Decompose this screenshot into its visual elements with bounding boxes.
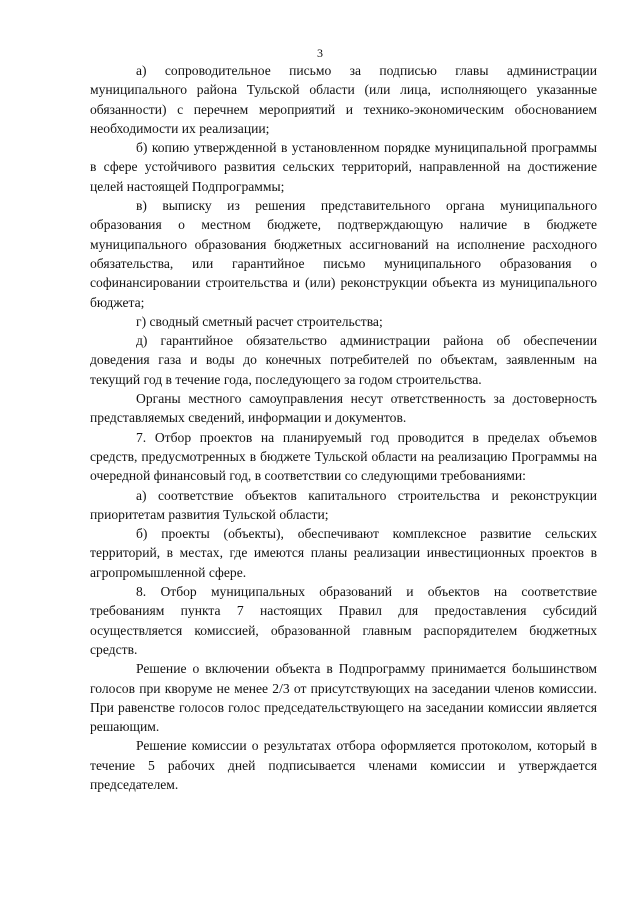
paragraph-item-a: а) сопроводительное письмо за подписью главы администрации муниципального района Тульской области (или лица, исполняющего указанные обязанности) с перечнем мероприятий и технико-экономическим обоснованием необходимости их реализации; (90, 63, 597, 136)
paragraph-section-7-b: б) проекты (объекты), обеспечивают комплексное развитие сельских территорий, в местах, где имеются планы реализации инвестиционных проектов в агропромышленной сфере. (90, 526, 597, 580)
paragraph-item-d: д) гарантийное обязательство администрации района об обеспечении доведения газа и воды до конечных потребителей по объектам, заявленным на текущий год в течение года, последующего за годом строительства. (90, 333, 597, 387)
paragraph-section-8: 8. Отбор муниципальных образований и объектов на соответствие требованиям пункта 7 настоящих Правил для предоставления субсидий осуществляется комиссией, образованной главным распорядителем бюджетных средств. (90, 584, 597, 657)
paragraph-section-7: 7. Отбор проектов на планируемый год проводится в пределах объемов средств, предусмотренных в бюджете Тульской области на реализацию Программы на очередной финансовый год, в соответствии со следующими требованиями: (90, 429, 597, 484)
paragraph-section-7-a: а) соответствие объектов капитального строительства и реконструкции приоритетам развития Тульской области; (90, 487, 597, 522)
paragraph-item-g: г) сводный сметный расчет строительства; (136, 313, 383, 329)
paragraph-responsibility: Органы местного самоуправления несут ответственность за достоверность представляемых сведений, информации и документов. (90, 391, 597, 426)
document-body (90, 61, 597, 794)
paragraph-decision-quorum: Решение о включении объекта в Подпрограмму принимается большинством голосов при кворуме не менее 2/3 от присутствующих на заседании членов комиссии. При равенстве голосов голос председательствующего на заседании комиссии является решающим. (90, 661, 597, 735)
page-number: 3 (317, 46, 323, 60)
paragraph-item-v: в) выписку из решения представительного органа муниципального образования о местном бюджете, подтверждающую наличие в бюджете муниципального образования бюджетных ассигнований на исполнение расходного обязательства, или гарантийное письмо муниципального образования о софинансировании строительства и (или) реконструкции объекта из муниципального бюджета; (90, 198, 597, 310)
paragraph-decision-protocol: Решение комиссии о результатах отбора оформляется протоколом, который в течение 5 рабочих дней подписывается членами комиссии и утверждается председателем. (90, 738, 597, 792)
paragraph-item-b: б) копию утвержденной в установленном порядке муниципальной программы в сфере устойчивого развития сельских территорий, направленной на достижение целей настоящей Подпрограммы; (90, 140, 597, 194)
